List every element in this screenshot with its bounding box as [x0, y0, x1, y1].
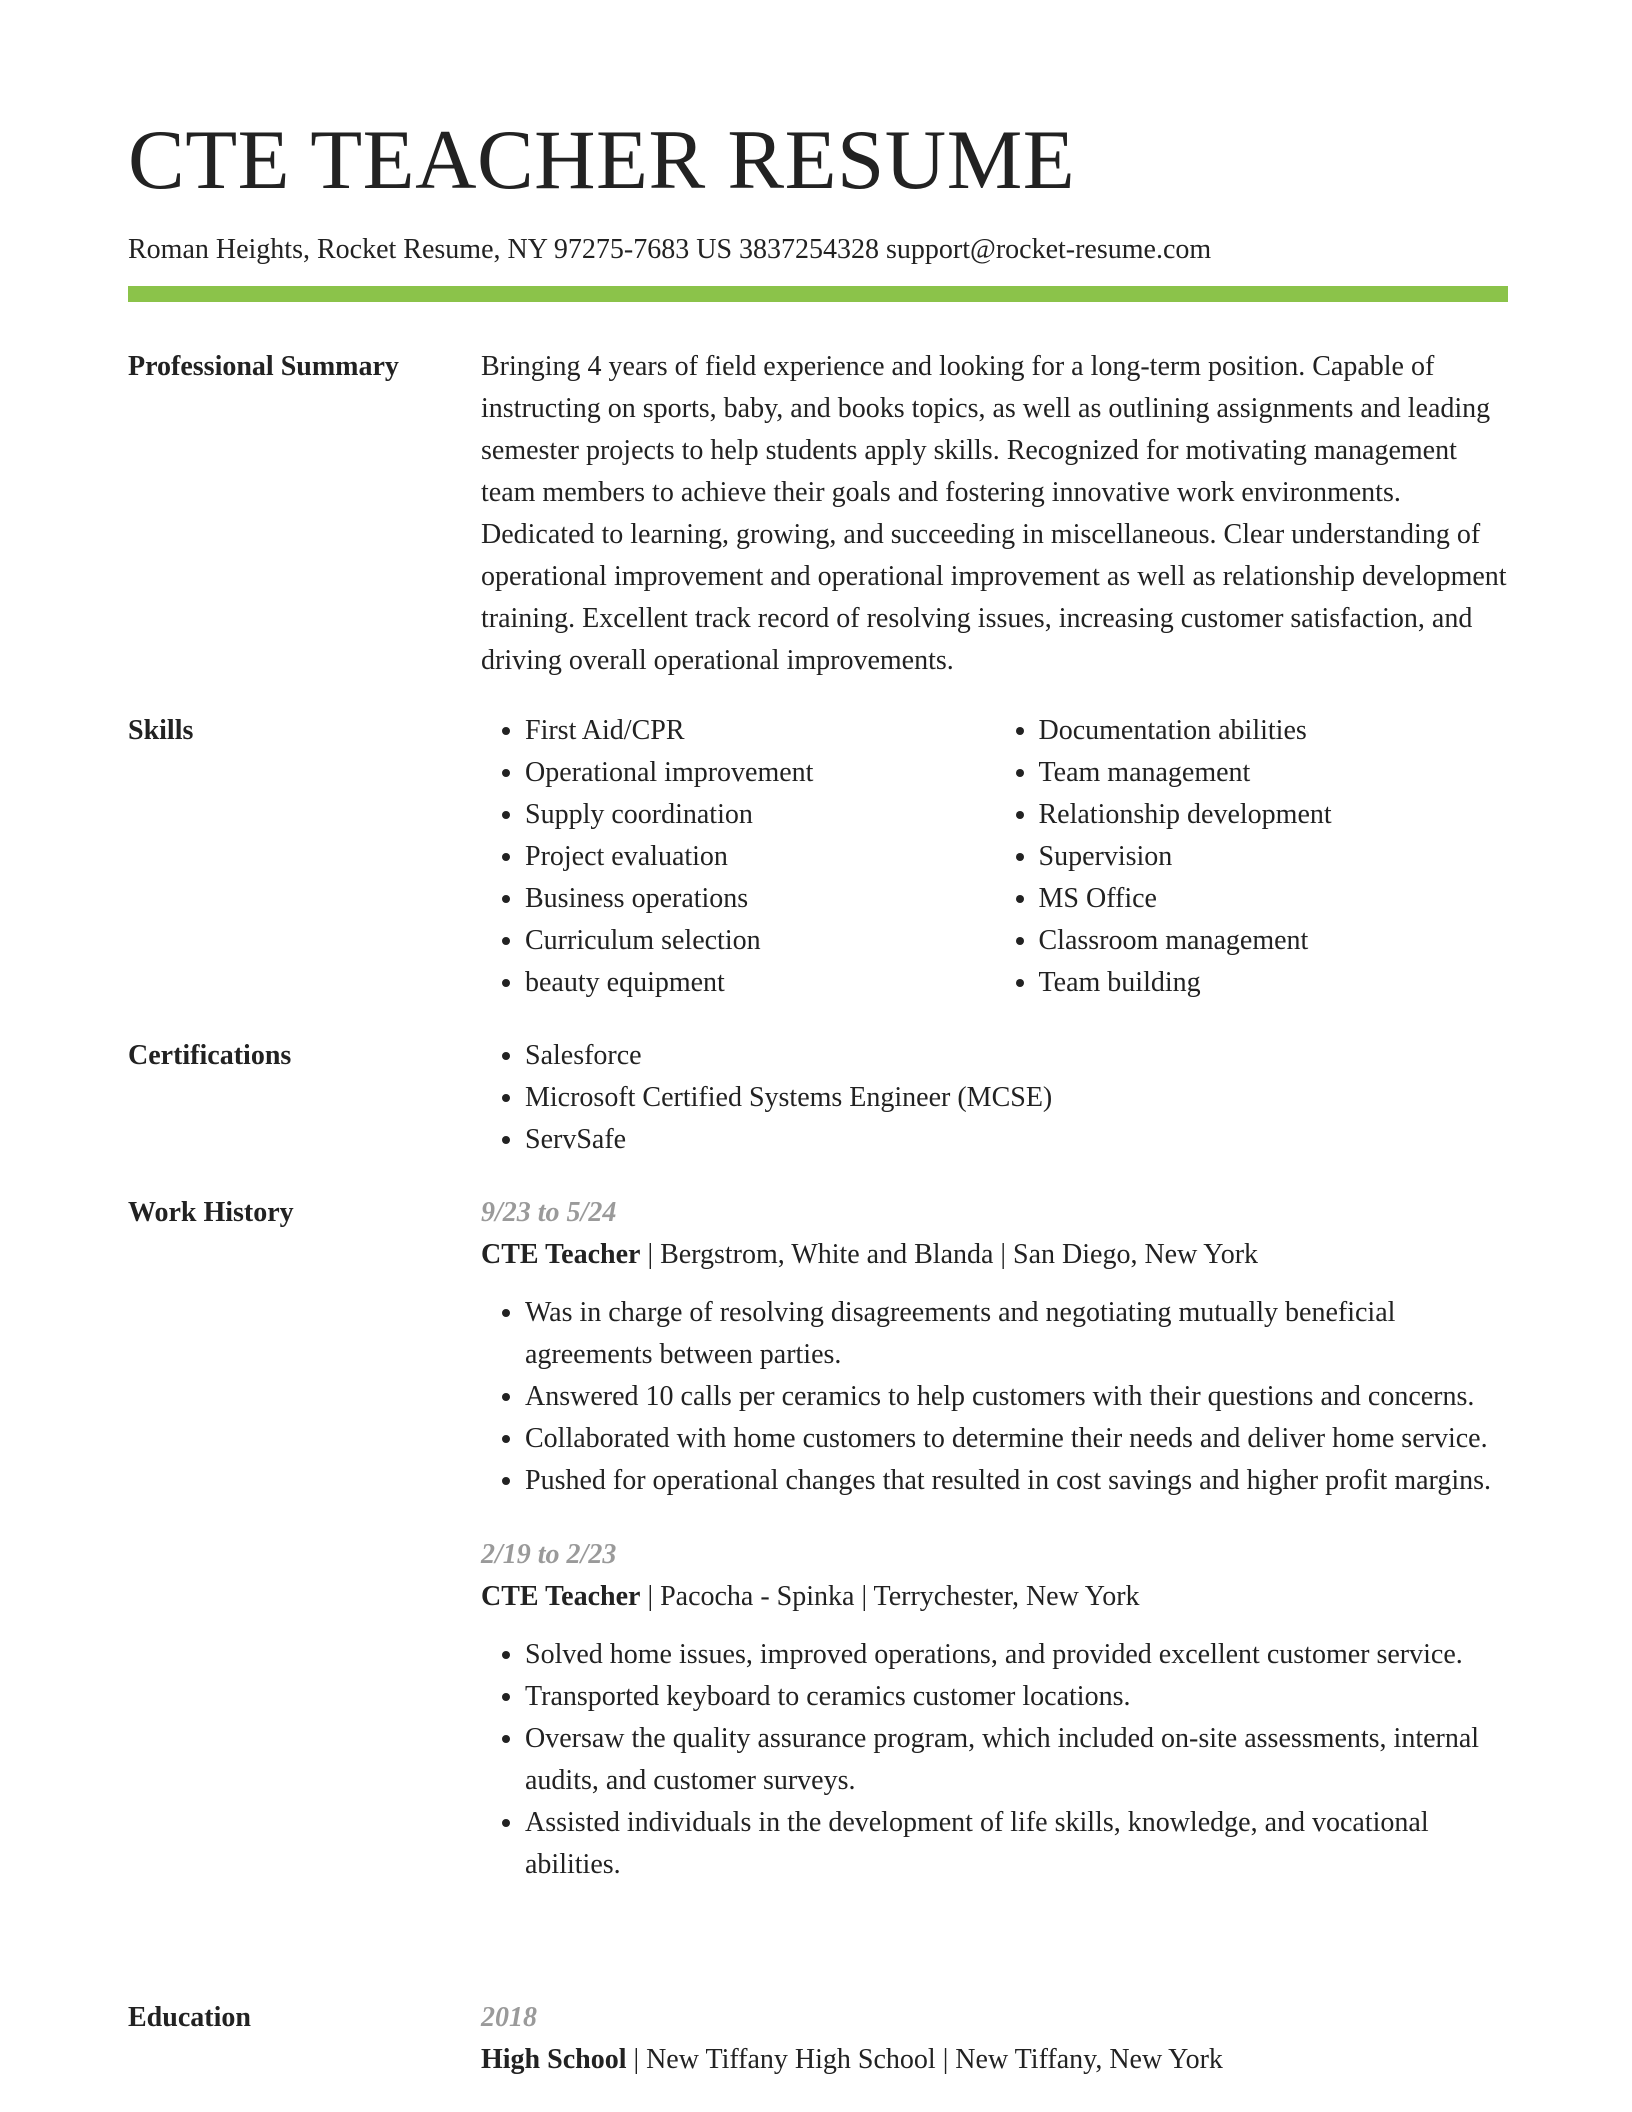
job-dates: 9/23 to 5/24 — [481, 1197, 617, 1228]
job-entry — [481, 1192, 1508, 1502]
job-bullet: • Answered 10 calls per ceramics to help customers with their questions and concerns. — [525, 1376, 1508, 1418]
skills-list-left — [481, 710, 995, 1004]
certification-item: • Salesforce — [525, 1035, 1508, 1077]
summary-heading: Professional Summary — [128, 351, 399, 382]
work-history-heading: Work History — [128, 1197, 294, 1228]
job-role: CTE Teacher — [481, 1239, 641, 1270]
job-bullet: • Assisted individuals in the development of life skills, knowledge, and vocational abilities. — [525, 1802, 1508, 1886]
skill-item: • Team building — [1039, 962, 1509, 1004]
job-role: CTE Teacher — [481, 1581, 641, 1612]
skill-item: • Documentation abilities — [1039, 710, 1509, 752]
header-divider — [128, 286, 1508, 302]
skills-body — [481, 710, 1508, 1004]
work-history-body — [481, 1192, 1508, 1918]
contact-email: support@rocket-resume.com — [886, 234, 1212, 265]
skill-item: • Operational improvement — [525, 752, 995, 794]
job-bullet: • Was in charge of resolving disagreements and negotiating mutually beneficial agreements between parties. — [525, 1292, 1508, 1376]
job-entry — [481, 1534, 1508, 1886]
education-heading: Education — [128, 2002, 251, 2033]
summary-text: Bringing 4 years of field experience and looking for a long-term position. Capable of instructing on sports, baby, and books topics, as well as outlining assignments and leading semester projects to help students apply skills. Recognized for motivating management team members to achieve their goals and fostering innovative work environments. Dedicated to learning, growing, and succeeding in miscellaneous. Clear understanding of operational improvement and operational improvement as well as relationship development training. Excellent track record of resolving issues, increasing customer satisfaction, and driving overall operational improvements. — [481, 351, 1507, 676]
education-line — [481, 2039, 1508, 2081]
skill-item: • Supervision — [1039, 836, 1509, 878]
job-details: | Bergstrom, White and Blanda | San Diego, New York — [647, 1239, 1259, 1270]
education-degree: High School — [481, 2044, 627, 2075]
job-dates: 2/19 to 2/23 — [481, 1539, 617, 1570]
education-year: 2018 — [481, 2002, 537, 2033]
skill-item: • Relationship development — [1039, 794, 1509, 836]
skills-list-right — [995, 710, 1509, 1004]
skill-item: • Classroom management — [1039, 920, 1509, 962]
certification-item: • Microsoft Certified Systems Engineer (MCSE) — [525, 1077, 1508, 1119]
job-bullet: • Transported keyboard to ceramics customer locations. — [525, 1676, 1508, 1718]
job-details: | Pacocha - Spinka | Terrychester, New York — [647, 1581, 1140, 1612]
job-title-line — [481, 1576, 1508, 1618]
contact-phone: 3837254328 — [739, 234, 880, 265]
education-details: | New Tiffany High School | New Tiffany, New York — [633, 2044, 1223, 2075]
skill-item: • Team management — [1039, 752, 1509, 794]
contact-address: Roman Heights, Rocket Resume, NY 97275-7683 US — [128, 234, 733, 265]
contact-line — [128, 232, 1218, 268]
job-bullets — [481, 1292, 1508, 1502]
skill-item: • Business operations — [525, 878, 995, 920]
job-bullet: • Pushed for operational changes that resulted in cost savings and higher profit margins. — [525, 1460, 1508, 1502]
skill-item: • Supply coordination — [525, 794, 995, 836]
job-bullet: • Collaborated with home customers to determine their needs and deliver home service. — [525, 1418, 1508, 1460]
skill-item: • MS Office — [1039, 878, 1509, 920]
job-title-line — [481, 1234, 1508, 1276]
job-bullet: • Oversaw the quality assurance program, which included on-site assessments, internal audits, and customer surveys. — [525, 1718, 1508, 1802]
certifications-heading: Certifications — [128, 1040, 292, 1071]
job-bullet: • Solved home issues, improved operations, and provided excellent customer service. — [525, 1634, 1508, 1676]
certifications-list — [481, 1035, 1508, 1161]
summary-body — [481, 346, 1508, 682]
certifications-body — [481, 1035, 1508, 1161]
skill-item: • First Aid/CPR — [525, 710, 995, 752]
job-bullets — [481, 1634, 1508, 1886]
certification-item: • ServSafe — [525, 1119, 1508, 1161]
skill-item: • beauty equipment — [525, 962, 995, 1004]
skill-item: • Curriculum selection — [525, 920, 995, 962]
skill-item: • Project evaluation — [525, 836, 995, 878]
skills-heading: Skills — [128, 715, 194, 746]
resume-title: CTE TEACHER RESUME — [128, 113, 1076, 207]
education-body — [481, 1997, 1508, 2081]
